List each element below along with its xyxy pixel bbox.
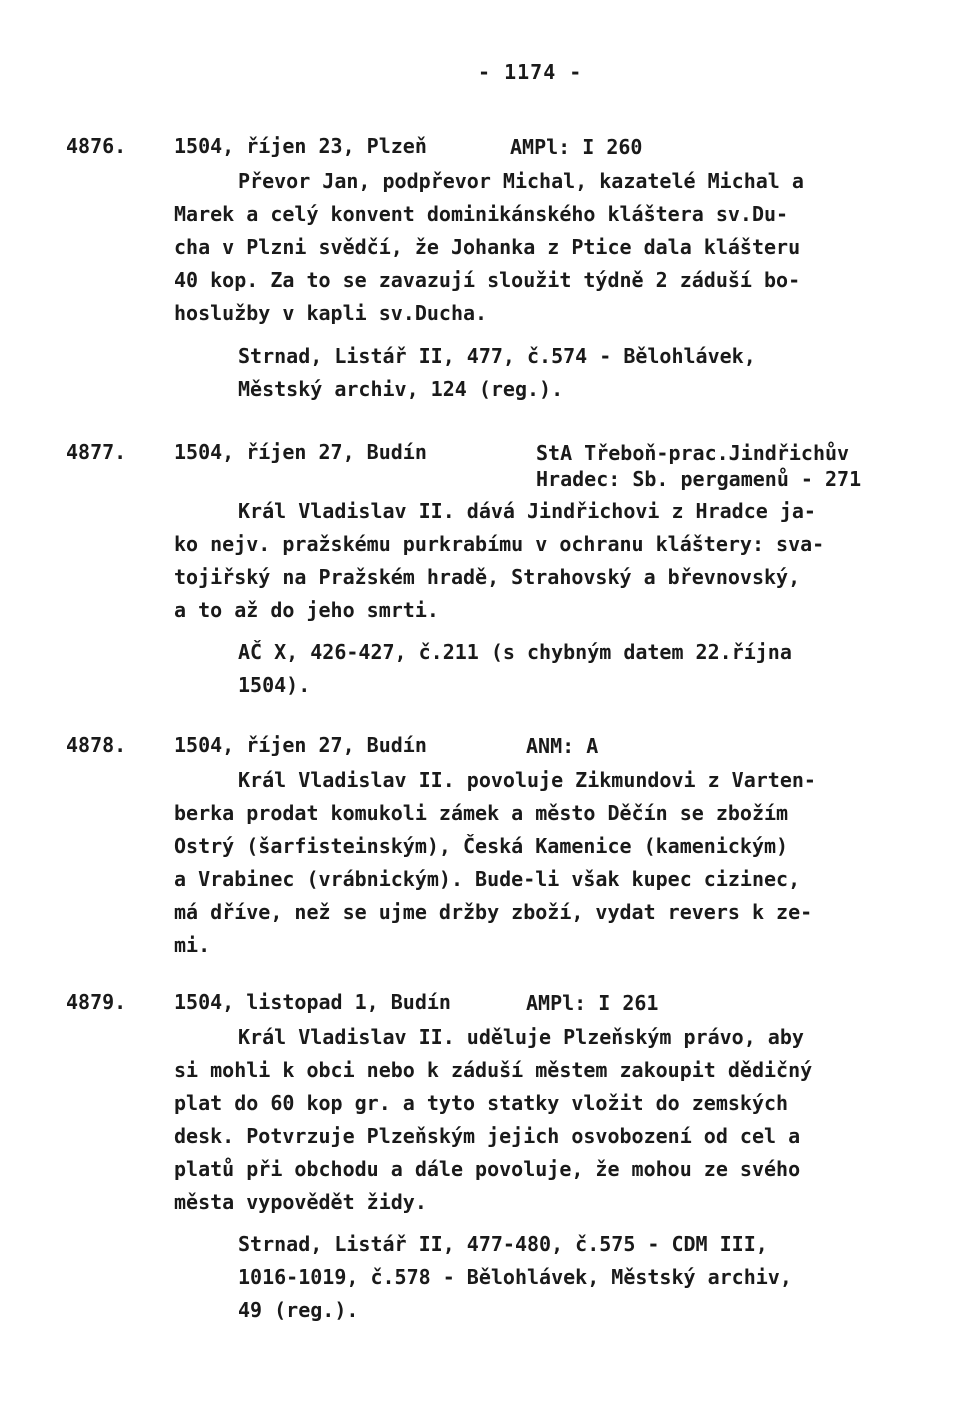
- entry-citation: Strnad, Listář II, 477, č.574 - Bělohlávek, Městský archiv, 124 (reg.).: [238, 344, 756, 401]
- entry-regest: Král Vladislav II. povoluje Zikmundovi z Varten- berka prodat komukoli zámek a město Děčín se zbožím Ostrý (šarfisteinským), Česká Kamenice (kamenickým) a Vrabinec (vrábnickým). Bude-li však kupec cizinec, má dříve, než se ujme držby zboží, vydat revers k ze- mi.: [174, 768, 816, 957]
- archive-reference: AMPl: I 260: [510, 135, 643, 159]
- entry-regest: Král Vladislav II. dává Jindřichovi z Hradce ja- ko nejv. pražskému purkrabímu v ochranu kláštery: sva- tojiřský na Pražském hradě, Strahovský a břevnovský, a to až do jeho smrti.: [174, 499, 825, 622]
- entry-regest: Král Vladislav II. uděluje Plzeňským právo, aby si mohli k obci nebo k záduší městem zakoupit dědičný plat do 60 kop gr. a tyto statky vložit do zemských desk. Potvrzuje Plzeňským jejich osvobození od cel a platů při obchodu a dále povoluje, že mohou ze svého města vypovědět židy.: [174, 1025, 813, 1214]
- archive-reference: ANM: A: [526, 734, 599, 758]
- entry-number: 4876.: [66, 134, 127, 158]
- entry-number: 4879.: [66, 990, 127, 1014]
- entry-date-place: 1504, říjen 27, Budín: [174, 440, 427, 464]
- archive-reference: AMPl: I 261: [526, 991, 659, 1015]
- entry-date-place: 1504, říjen 23, Plzeň: [174, 134, 427, 158]
- entry-citation: Strnad, Listář II, 477-480, č.575 - CDM III, 1016-1019, č.578 - Bělohlávek, Městský archiv, 49 (reg.).: [238, 1232, 792, 1322]
- entry-citation: AČ X, 426-427, č.211 (s chybným datem 22.října 1504).: [238, 640, 792, 697]
- entry-number: 4877.: [66, 440, 127, 464]
- entry-number: 4878.: [66, 733, 127, 757]
- entry-date-place: 1504, listopad 1, Budín: [174, 990, 451, 1014]
- entry-regest: Převor Jan, podpřevor Michal, kazatelé Michal a Marek a celý konvent dominikánského kláštera sv.Du- cha v Plzni svědčí, že Johanka z Ptice dala klášteru 40 kop. Za to se zavazují sloužit týdně 2 záduší bo- hoslužby v kapli sv.Ducha.: [174, 169, 804, 325]
- page-number: - 1174 -: [478, 60, 583, 84]
- entry-date-place: 1504, říjen 27, Budín: [174, 733, 427, 757]
- archive-reference: StA Třeboň-prac.Jindřichův Hradec: Sb. pergamenů - 271: [536, 441, 862, 491]
